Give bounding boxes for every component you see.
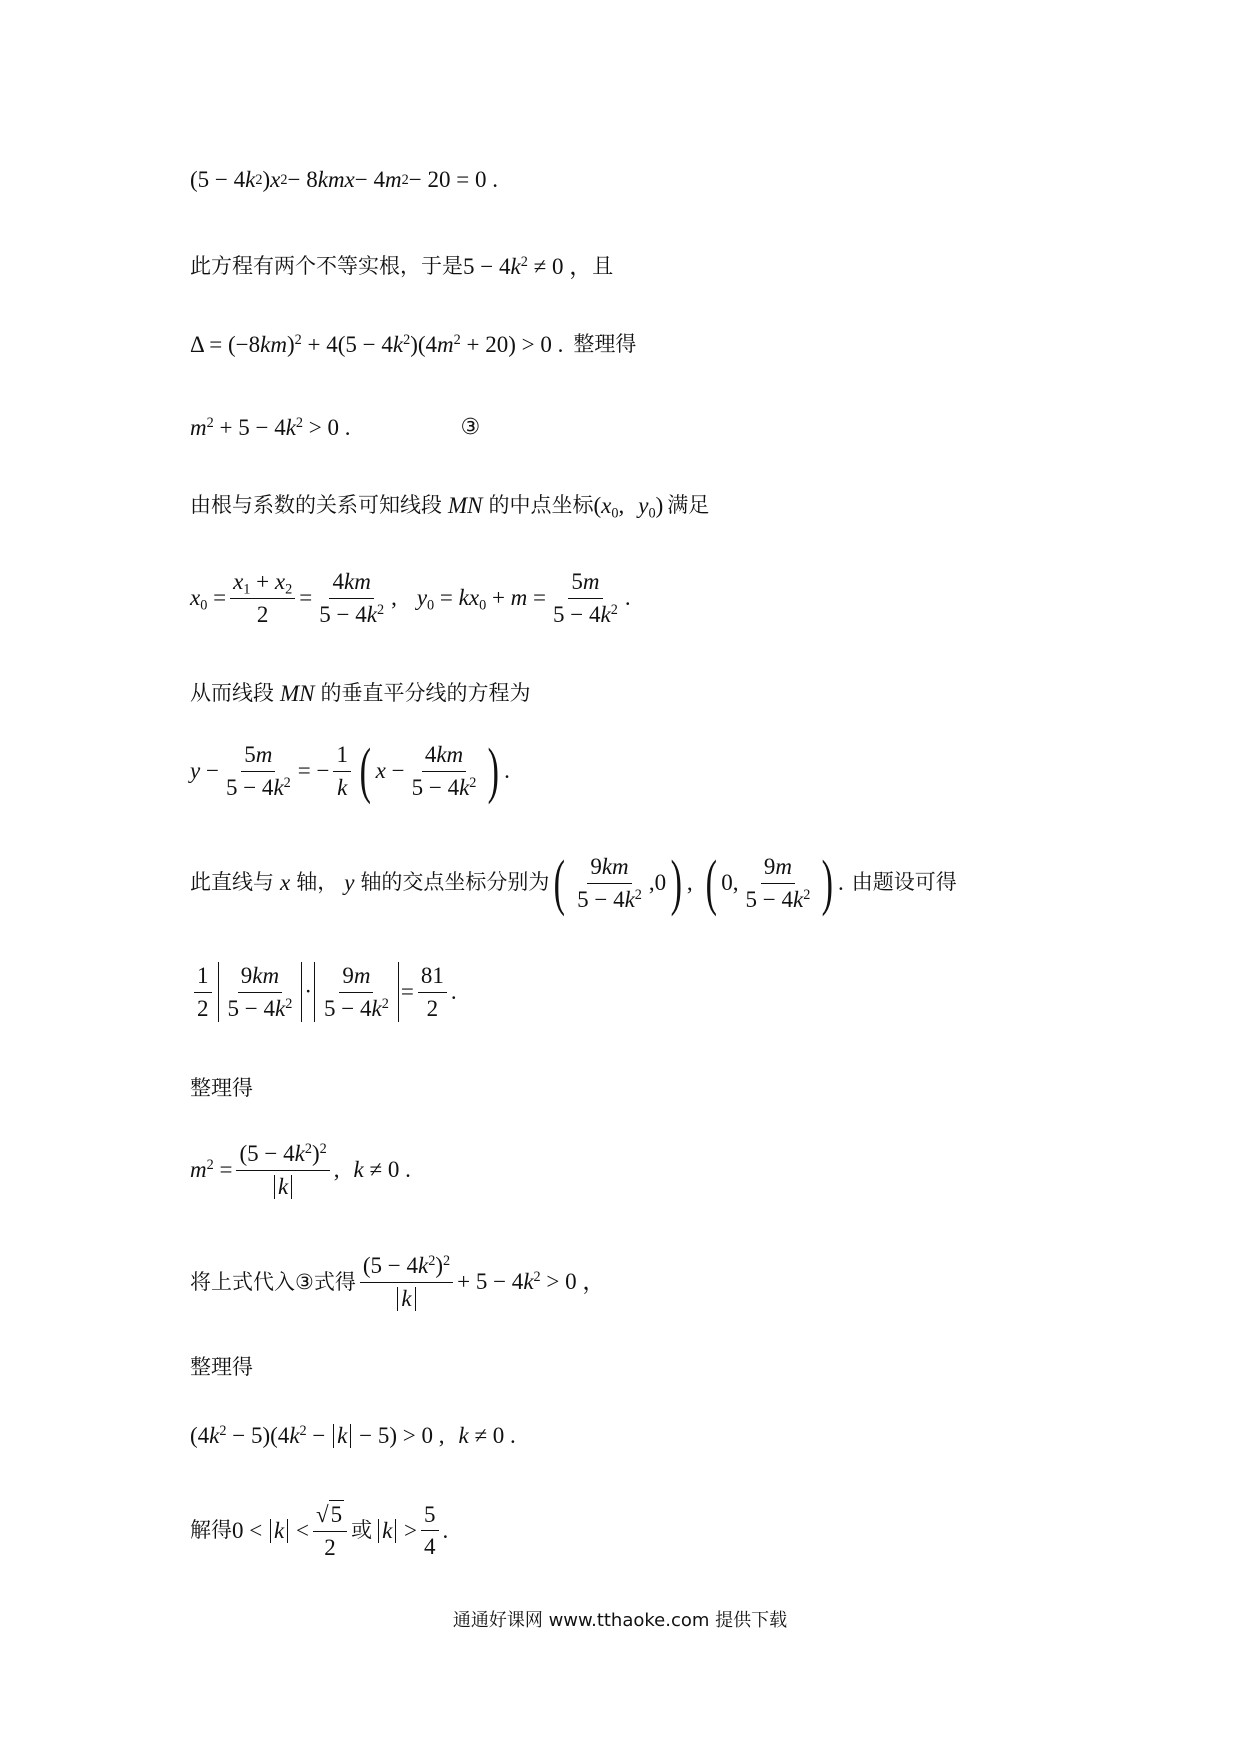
discriminant-line: $\Delta = (-8km)^2 + 4(5 - 4k^2)(4m^2 + 20) > 0$ . 整理得 bbox=[190, 332, 637, 357]
y-axis-var: y bbox=[344, 870, 355, 896]
segment-name: MN bbox=[448, 493, 483, 518]
factored-inequality: $(4k^2 - 5)(4k^2 - k - 5) > 0$ , k ≠ 0 . bbox=[190, 1423, 516, 1448]
simplify-line-2 bbox=[190, 1355, 253, 1380]
midpoint-formulas: $x_0$ = $\frac{x_1 + x_2}{2}$ = $\frac{4km}{5 - 4k^2}$ , $y_0 = kx_0 + m$ = $\frac{5m}{5 - 4k^2}$ . bbox=[190, 569, 631, 627]
text-axis: 轴， bbox=[296, 870, 339, 895]
intercepts-line: 此直线与 x 轴， y 轴的交点坐标分别为 ( $\frac{9km}{5 - 4k^2}$ ,0 ) , ( 0, $\frac{9m}{5 - 4k^2}$ ) . 由题设可得 bbox=[190, 849, 957, 917]
condition-line: 此方程有两个不等实根，于是 $5 - 4k^2 \ne 0$ ， 且 bbox=[190, 254, 614, 279]
bisector-intro bbox=[190, 680, 531, 708]
text-vieta: 由根与系数的关系可知线段 bbox=[190, 493, 442, 518]
circled-three-marker: ③ bbox=[460, 414, 481, 440]
text-simplify: 整理得 bbox=[190, 1076, 253, 1100]
text-line-with: 此直线与 bbox=[190, 870, 274, 895]
segment-name: MN bbox=[280, 681, 315, 706]
text-substitute: 将上式代入③式得 bbox=[190, 1269, 356, 1294]
text-midpoint: 的中点坐标 bbox=[488, 493, 594, 518]
text-satisfies: 满足 bbox=[667, 493, 710, 518]
text-given: 由题设可得 bbox=[851, 870, 957, 895]
solution-line: 解得 0 < k < √ 5 2 或 k > $\frac{5}{4}$ . bbox=[190, 1501, 449, 1560]
text-simplify: 整理得 bbox=[573, 332, 637, 357]
area-equation: $\frac{1}{2}$ $\frac{9km}{5 - 4k^2}$ · $\frac{9m}{5 - 4k^2}$ = $\frac{81}{2}$ . bbox=[190, 962, 457, 1022]
equation-quadratic: (5 − 4 k 2 ) x 2 − 8 kmx − 4 m 2 − 20 = 0 . bbox=[190, 167, 498, 192]
text-two-roots: 此方程有两个不等实根，于是 bbox=[190, 254, 463, 279]
text-bisector: 的垂直平分线的方程为 bbox=[320, 681, 531, 706]
page-footer: 通通好课网 www.tthaoke.com 提供下载 bbox=[452, 1610, 788, 1631]
x-axis-var: x bbox=[280, 870, 291, 896]
bisector-equation: y − $\frac{5m}{5 - 4k^2}$ = − $\frac{1}{k}$ ( x − $\frac{4km}{5 - 4k^2}$ ) . bbox=[190, 737, 510, 805]
simplify-line bbox=[190, 1076, 253, 1101]
text-and: 且 bbox=[592, 254, 614, 279]
inequality-3: $m^2 + 5 - 4k^2 > 0$ . ③ bbox=[190, 414, 481, 440]
text-therefore: 从而线段 bbox=[190, 681, 274, 706]
text-or: 或 bbox=[351, 1518, 373, 1542]
m-squared-equation: $m^2$ = $\frac{(5 - 4k^2)^2}{k}$ , k ≠ 0 . bbox=[190, 1141, 411, 1199]
substitution-line: 将上式代入③式得 $\frac{(5 - 4k^2)^2}{k}$ + $5 - 4k^2 > 0$ ， bbox=[190, 1253, 606, 1311]
midpoint-intro: 由根与系数的关系可知线段 MN 的中点坐标 ($x_0$, $y_0$) 满足 bbox=[190, 493, 710, 522]
text-simplify: 整理得 bbox=[190, 1355, 253, 1379]
text-intersections: 轴的交点坐标分别为 bbox=[360, 870, 550, 895]
text-solve: 解得 bbox=[190, 1518, 232, 1542]
